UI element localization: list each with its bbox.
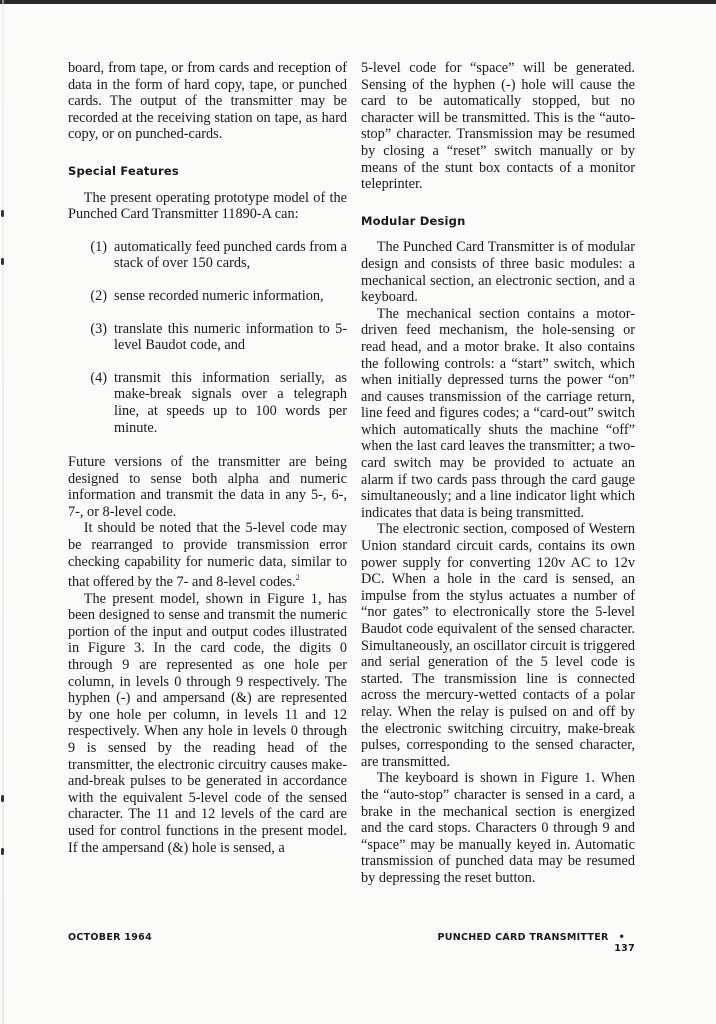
running-title: PUNCHED CARD TRANSMITTER <box>437 932 609 943</box>
footer-running-head <box>430 932 635 954</box>
binding-hole-mark <box>1 795 4 802</box>
list-text: transmit this information serially, as make-break signals over a telegraph line, at speeds up to 100 words per minute. <box>114 369 347 436</box>
list-text: automatically feed punched cards from a stack of over 150 cards, <box>114 238 348 272</box>
continuation-paragraph: 5-level code for “space” will be generated. Sensing of the hyphen (-) hole will cause the card to be automatically stopped, but no character will be transmitted. This is the “auto-stop” character. Transmission may be resumed by closing a “reset” switch manually or by means of the stunt box contacts of a monitor teleprinter. <box>361 60 635 193</box>
left-column <box>68 60 347 856</box>
binding-hole-mark <box>1 848 4 855</box>
page-number: 137 <box>614 943 635 954</box>
feature-list <box>68 239 347 436</box>
list-text: translate this numeric information to 5-level Baudot code, and <box>114 320 347 354</box>
present-model-paragraph: The present model, shown in Figure 1, has been designed to sense and transmit the numeric portion of the input and output codes illustrated in Figure 3. In the card code, the digits 0 through 9 are represented as one hole per column, in levels 0 through 9 respectively. The hyphen (-) and ampersand (&) are represented by one hole per column, in levels 11 and 12 respectively. When any hole in levels 0 through 9 is sensed by the reading head of the transmitter, the electronic circuitry causes make-and-break pulses to be generated in accordance with the equivalent 5-level code of the sensed character. The 11 and 12 levels of the card are used for control functions in the present model. If the ampersand (&) hole is sensed, a <box>68 590 347 856</box>
footnote-reference: 2 <box>295 573 300 583</box>
list-item <box>68 239 347 272</box>
binding-hole-mark <box>1 210 4 217</box>
footer-date: OCTOBER 1964 <box>68 932 152 943</box>
section-heading-modular-design: Modular Design <box>361 213 466 228</box>
error-checking-paragraph <box>68 520 347 590</box>
future-versions-paragraph: Future versions of the transmitter are being designed to sense both alpha and numeric information and transmit the data in any 5-, 6-, 7-, or 8-level code. <box>68 454 347 520</box>
mechanical-section-paragraph: The mechanical section contains a motor-driven feed mechanism, the hole-sensing or read head, and a motor brake. It also contains the following controls: a “start” switch, which when initially depressed turns the power “on” and causes transmission of the carriage return, line feed and figures codes; a “card-out” switch which automatically shuts the machine “off” when the last card leaves the transmitter; a two-card switch may be provided to actuate an alarm if two cards pass through the card gauge simultaneously; and a line indicator light which indicates that data is being transmitted. <box>361 305 635 521</box>
scan-left-edge <box>2 0 4 1024</box>
intro-paragraph: board, from tape, or from cards and reception of data in the form of hard copy, tape, or punched cards. The output of the transmitter may be recorded at the receiving station on tape, as hard copy, or on punched-cards. <box>68 60 347 143</box>
paragraph-text: It should be noted that the 5-level code may be rearranged to provide transmission error checking capability for numeric data, similar to that offered by the 7- and 8-level codes. <box>68 520 347 591</box>
right-column <box>361 60 635 887</box>
list-item <box>68 370 347 436</box>
binding-hole-mark <box>1 258 4 265</box>
list-text: sense recorded numeric information, <box>114 287 324 304</box>
separator-bullet: • <box>618 932 625 943</box>
list-number: (4) <box>90 369 107 386</box>
keyboard-paragraph: The keyboard is shown in Figure 1. When the “auto-stop” character is sensed in a card, a brake in the mechanical section is energized and the card stops. Characters 0 through 9 and “space” may be manually keyed in. Automatic transmission of punched data may be resumed by depressing the reset button. <box>361 770 635 886</box>
electronic-section-paragraph: The electronic section, composed of Western Union standard circuit cards, contains its own power supply for converting 120v AC to 12v DC. When a hole in the card is sensed, an impulse from the stylus actuates a number of “nor gates” to electronically store the 5-level Baudot code equivalent of the sensed character. Simultaneously, an oscillator circuit is triggered and serial generation of the 5 level code is started. The transmission line is connected across the mercury-wetted contacts of a polar relay. When the relay is pulsed on and off by the electronic switching circuitry, make-break pulses, corresponding to the sensed character, are transmitted. <box>361 521 635 770</box>
list-number: (2) <box>90 287 107 304</box>
modular-overview-paragraph: The Punched Card Transmitter is of modular design and consists of three basic modules: a mechanical section, an electronic section, and a keyboard. <box>361 239 635 306</box>
list-item <box>68 288 347 305</box>
list-item <box>68 321 347 354</box>
list-number: (3) <box>90 320 107 337</box>
scan-top-border <box>0 0 716 4</box>
list-number: (1) <box>90 238 107 255</box>
section-heading-special-features: Special Features <box>68 163 179 178</box>
features-lead: The present operating prototype model of the Punched Card Transmitter 11890-A can: <box>68 189 347 223</box>
